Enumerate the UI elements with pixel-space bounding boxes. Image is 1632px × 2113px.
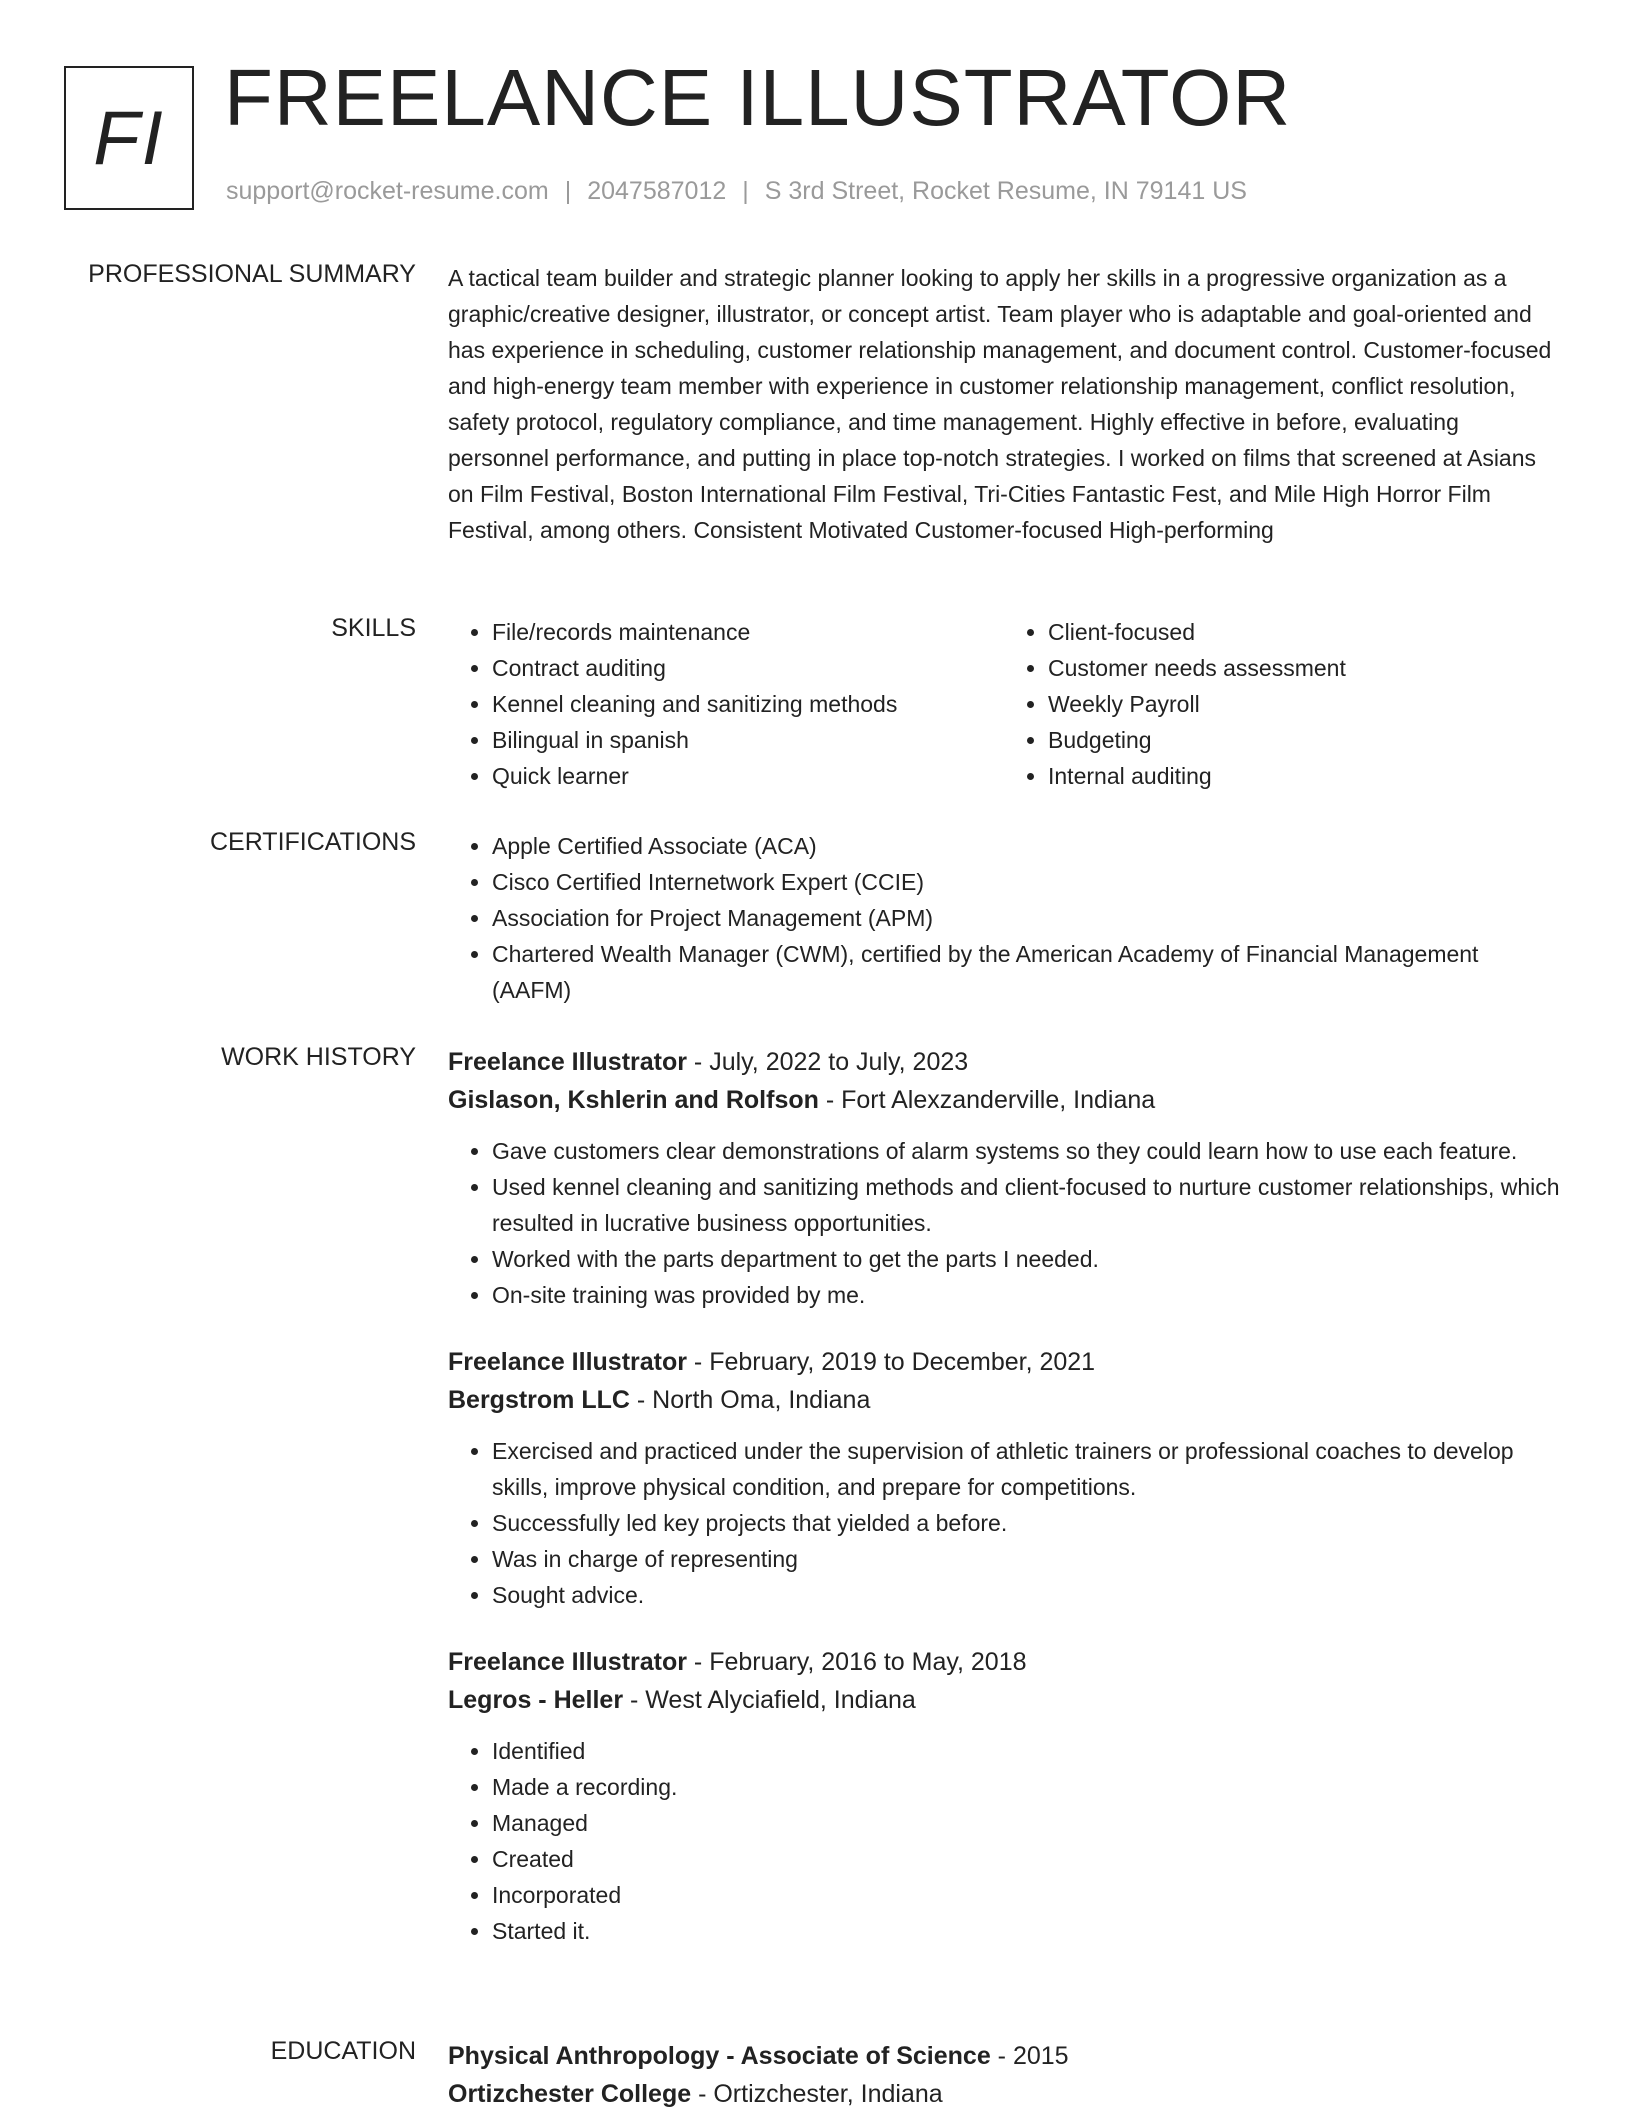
education-year: - 2015 (990, 2042, 1069, 2070)
section-title-summary: PROFESSIONAL SUMMARY (88, 260, 416, 288)
skill-item: • Budgeting (1048, 722, 1560, 758)
job-bullet: • Gave customers clear demonstrations of alarm systems so they could learn how to use each feature. (492, 1133, 1560, 1169)
job-entry (448, 1043, 1560, 1313)
job-bullet: • Made a recording. (492, 1769, 1560, 1805)
job-bullet: • On-site training was provided by me. (492, 1277, 1560, 1313)
certifications-list (448, 828, 1560, 1008)
education-body (448, 2037, 1560, 2113)
skill-item: • Quick learner (492, 758, 1004, 794)
job-title-line (448, 1643, 1560, 1681)
skills-list-right (1004, 614, 1560, 794)
job-bullet-list (448, 1433, 1560, 1613)
job-dates: - July, 2022 to July, 2023 (686, 1048, 969, 1076)
summary-text: A tactical team builder and strategic planner looking to apply her skills in a progressive organization as a graphic/creative designer, illustrator, or concept artist. Team player who is adaptable and goal-oriented and has experience in scheduling, customer relationship management, and document control. Customer-focused and high-energy team member with experience in customer relationship management, conflict resolution, safety protocol, regulatory compliance, and time management. Highly effective in before, evaluating personnel performance, and putting in place top-notch strategies. I worked on films that screened at Asians on Film Festival, Boston International Film Festival, Tri-Cities Fantastic Fest, and Mile High Horror Film Festival, among others. Consistent Motivated Customer-focused High-performing (448, 265, 1552, 543)
job-bullet: • Sought advice. (492, 1577, 1560, 1613)
skill-item: • Contract auditing (492, 650, 1004, 686)
skill-item: • Internal auditing (1048, 758, 1560, 794)
certification-item: • Association for Project Management (APM) (492, 900, 1560, 936)
job-bullet: • Worked with the parts department to get the parts I needed. (492, 1241, 1560, 1277)
contact-phone[interactable]: 2047587012 (587, 177, 727, 205)
education-location: - Ortizchester, Indiana (691, 2080, 943, 2108)
skill-item: • Bilingual in spanish (492, 722, 1004, 758)
job-location: - North Oma, Indiana (629, 1386, 871, 1414)
certification-item: • Apple Certified Associate (ACA) (492, 828, 1560, 864)
education-degree-line (448, 2037, 1560, 2075)
job-bullet: • Exercised and practiced under the supervision of athletic trainers or professional coaches to develop skills, improve physical condition, and prepare for competitions. (492, 1433, 1560, 1505)
job-dates: - February, 2019 to December, 2021 (686, 1348, 1096, 1376)
section-title-skills: SKILLS (331, 614, 416, 642)
job-role: Freelance Illustrator (448, 1648, 687, 1676)
education-school-line (448, 2075, 1560, 2113)
job-entry (448, 1343, 1560, 1613)
skill-item: • Client-focused (1048, 614, 1560, 650)
section-title-certifications: CERTIFICATIONS (209, 828, 416, 856)
job-company-line (448, 1681, 1560, 1719)
job-company-line (448, 1081, 1560, 1119)
job-company: Legros - Heller (448, 1686, 624, 1714)
contact-address: S 3rd Street, Rocket Resume, IN 79141 US (764, 177, 1247, 205)
job-company: Bergstrom LLC (448, 1386, 630, 1414)
job-bullet: • Used kennel cleaning and sanitizing methods and client-focused to nurture customer relationships, which resulted in lucrative business opportunities. (492, 1169, 1560, 1241)
monogram-badge: FI (64, 66, 194, 210)
contact-line (226, 177, 1247, 206)
candidate-name: FREELANCE ILLUSTRATOR (224, 53, 1292, 142)
job-title-line (448, 1343, 1560, 1381)
work-history-body (448, 1043, 1560, 1979)
job-bullet: • Was in charge of representing (492, 1541, 1560, 1577)
job-title-line (448, 1043, 1560, 1081)
job-bullet: • Created (492, 1841, 1560, 1877)
job-bullet-list (448, 1133, 1560, 1313)
job-company: Gislason, Kshlerin and Rolfson (448, 1086, 819, 1114)
certification-item: • Chartered Wealth Manager (CWM), certified by the American Academy of Financial Management (AAFM) (492, 936, 1560, 1008)
job-entry (448, 1643, 1560, 1949)
skill-item: • Weekly Payroll (1048, 686, 1560, 722)
skills-list-left (448, 614, 1004, 794)
certifications-list-wrap (448, 828, 1560, 1008)
job-dates: - February, 2016 to May, 2018 (686, 1648, 1027, 1676)
education-degree: Physical Anthropology - Associate of Science (448, 2042, 991, 2070)
certification-item: • Cisco Certified Internetwork Expert (CCIE) (492, 864, 1560, 900)
skill-item: • File/records maintenance (492, 614, 1004, 650)
skills-lists (448, 614, 1560, 794)
job-location: - West Alyciafield, Indiana (623, 1686, 916, 1714)
job-bullet-list (448, 1733, 1560, 1949)
section-title-work-history: WORK HISTORY (221, 1043, 416, 1071)
contact-separator: | (742, 177, 749, 205)
contact-email[interactable]: support@rocket-resume.com (226, 177, 549, 205)
job-location: - Fort Alexzanderville, Indiana (818, 1086, 1156, 1114)
job-bullet: • Managed (492, 1805, 1560, 1841)
job-company-line (448, 1381, 1560, 1419)
education-school: Ortizchester College (448, 2080, 692, 2108)
job-bullet: • Incorporated (492, 1877, 1560, 1913)
job-bullet: • Successfully led key projects that yielded a before. (492, 1505, 1560, 1541)
job-bullet: • Started it. (492, 1913, 1560, 1949)
skill-item: • Customer needs assessment (1048, 650, 1560, 686)
skill-item: • Kennel cleaning and sanitizing methods (492, 686, 1004, 722)
section-title-education: EDUCATION (270, 2037, 416, 2065)
job-role: Freelance Illustrator (448, 1348, 687, 1376)
job-bullet: • Identified (492, 1733, 1560, 1769)
job-role: Freelance Illustrator (448, 1048, 687, 1076)
contact-separator: | (564, 177, 572, 205)
